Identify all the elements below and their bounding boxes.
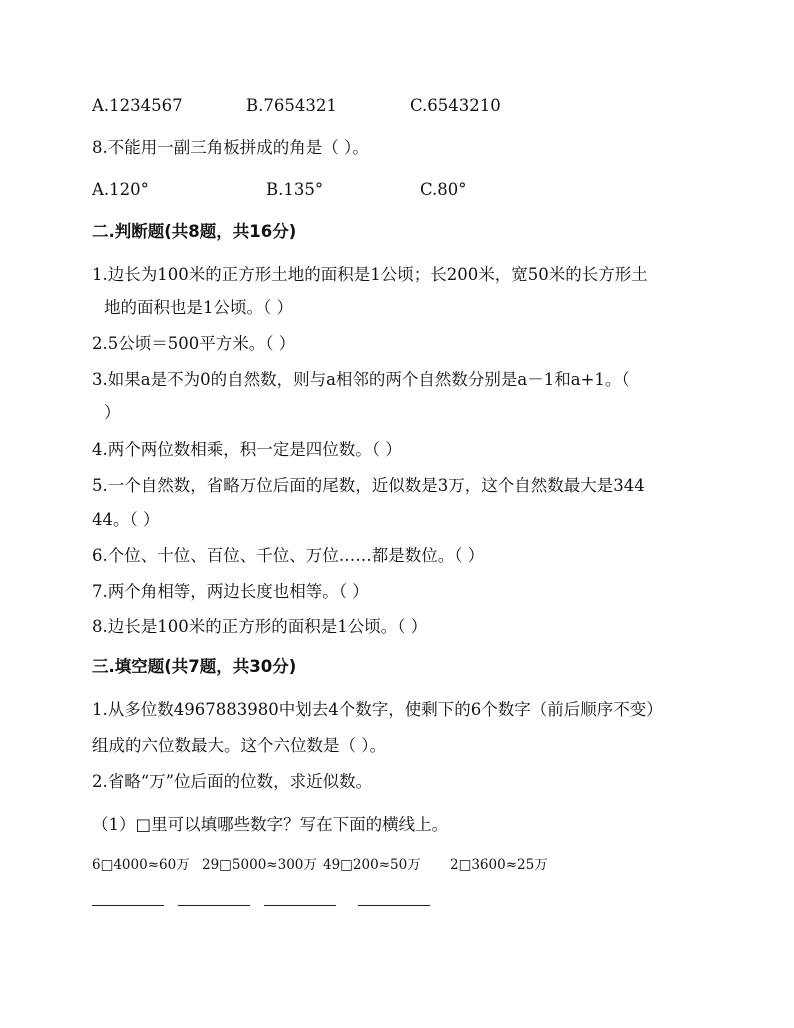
answer-blank-3[interactable] xyxy=(264,905,336,906)
approx-item-4: 2□3600≈25万 xyxy=(450,857,548,873)
approx-item-1: 6□4000≈60万 xyxy=(92,857,190,873)
judge-q4: 4.两个两位数相乘，积一定是四位数。（ ） xyxy=(92,440,402,459)
judge-q7: 7.两个角相等，两边长度也相等。（ ） xyxy=(92,582,369,601)
judge-q6: 6.个位、十位、百位、千位、万位……都是数位。（ ） xyxy=(92,546,485,565)
judge-q8: 8.边长是100米的正方形的面积是1公顷。（ ） xyxy=(92,617,428,636)
fill-q2-sub1: （1）□里可以填哪些数字？写在下面的横线上。 xyxy=(92,815,449,834)
judge-q1-line2: 地的面积也是1公顷。（ ） xyxy=(104,298,293,317)
judge-q2: 2.5公顷＝500平方米。（ ） xyxy=(92,334,296,353)
fill-q1-line2: 组成的六位数最大。这个六位数是（ ）。 xyxy=(92,736,386,755)
judge-q5-line1: 5.一个自然数，省略万位后面的尾数，近似数是3万，这个自然数最大是344 xyxy=(92,476,645,495)
judge-q5-line2: 44。（ ） xyxy=(92,510,160,529)
judge-q3-line1: 3.如果a是不为0的自然数，则与a相邻的两个自然数分别是a－1和a+1。（ xyxy=(92,370,630,389)
q8-option-b: B.135° xyxy=(266,180,324,199)
q8-option-a: A.120° xyxy=(92,180,149,199)
option-c: C.6543210 xyxy=(410,96,501,115)
question-8: 8.不能用一副三角板拼成的角是（ ）。 xyxy=(92,138,369,157)
judge-q1-line1: 1.边长为100米的正方形土地的面积是1公顷；长200米，宽50米的长方形土 xyxy=(92,265,648,284)
answer-blank-2[interactable] xyxy=(178,905,250,906)
section-2-title: 二.判断题(共8题，共16分) xyxy=(92,222,297,241)
option-a: A.1234567 xyxy=(92,96,183,115)
judge-q3-line2: ） xyxy=(104,403,121,422)
fill-q2: 2.省略“万”位后面的位数，求近似数。 xyxy=(92,772,373,791)
q8-option-c: C.80° xyxy=(420,180,467,199)
answer-blank-1[interactable] xyxy=(92,905,164,906)
section-3-title: 三.填空题(共7题，共30分) xyxy=(92,657,297,676)
option-b: B.7654321 xyxy=(246,96,337,115)
approx-item-2: 29□5000≈300万 xyxy=(202,857,317,873)
approx-item-3: 49□200≈50万 xyxy=(323,857,421,873)
answer-blank-4[interactable] xyxy=(358,905,430,906)
fill-q1-line1: 1.从多位数4967883980中划去4个数字，使剩下的6个数字（前后顺序不变） xyxy=(92,700,663,719)
